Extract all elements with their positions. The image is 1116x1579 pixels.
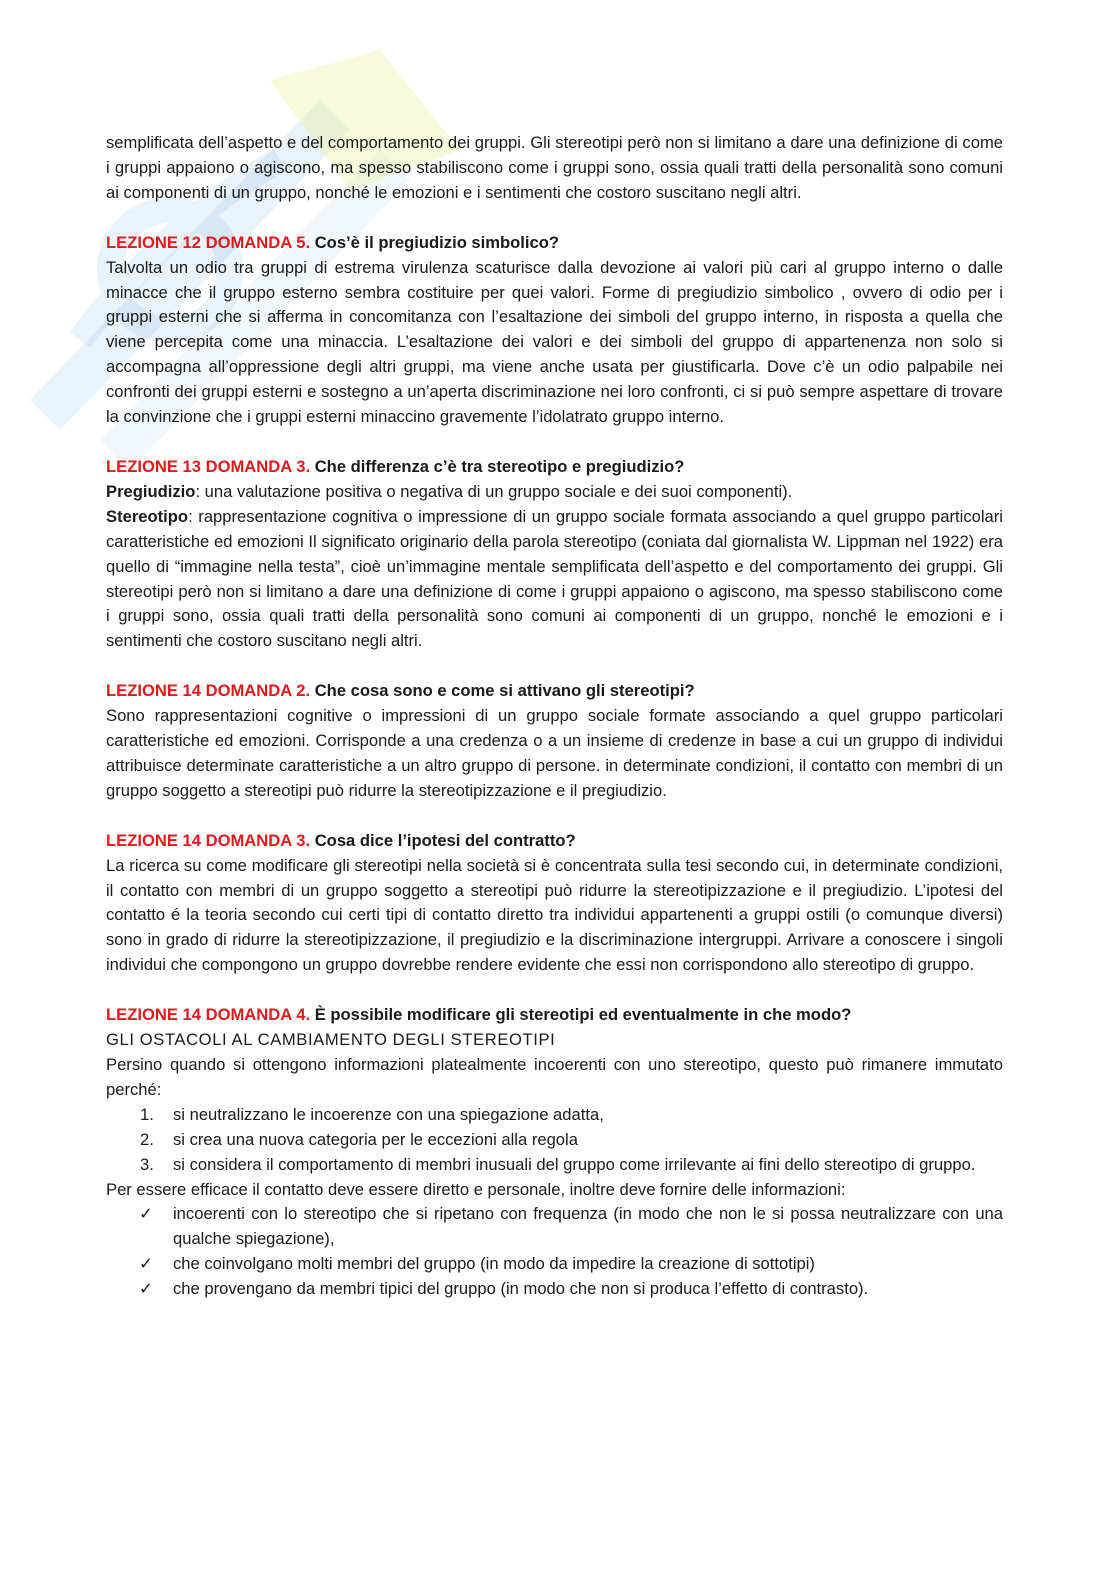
list-number: 1. [140,1104,154,1124]
question-heading [106,679,1003,704]
definition-text: : rappresentazione cognitiva o impressione di un gruppo sociale formata associando a quel gruppo particolari caratteristiche ed emozioni Il significato originario della parola stereotipo (coniata dal giornalista W. Lippman nel 1922) era quello di “immagine nella testa”, cioè un’immagine mentale semplificata dell’aspetto e del comportamento dei gruppi. Gli stereotipi però non si limitano a dare una definizione di come i gruppi appaiono o agiscono, ma spesso stabiliscono come i gruppi sono, ossia quali tratti della personalità sono comuni ai componenti di un gruppo, nonché le emozioni e i sentimenti che costoro suscitano negli altri. [106,506,1003,651]
list-item [106,1252,1003,1277]
list-item-text: si crea una nuova categoria per le eccezioni alla regola [173,1129,578,1149]
question-label: LEZIONE 14 DOMANDA 2. [106,681,311,701]
question-label: LEZIONE 14 DOMANDA 3. [106,830,311,850]
definition-text: : una valutazione positiva o negativa di un gruppo sociale e dei suoi componenti). [195,481,793,501]
list-item [106,1103,1003,1128]
question-text: Cosa dice l’ipotesi del contratto? [314,830,576,850]
question-block-3 [106,679,1003,804]
list-item [106,1153,1003,1178]
definition-prejudice [106,480,1003,505]
question-label: LEZIONE 13 DOMANDA 3. [106,456,311,476]
checkmark-icon: ✓ [139,1254,153,1274]
intro-continuation: semplificata dell’aspetto e del comportamento dei gruppi. Gli stereotipi però non si limitano a dare una definizione di come i gruppi appaiono o agiscono, ma spesso stabiliscono come i gruppi sono, ossia quali tratti della personalità sono comuni ai componenti di un gruppo, nonché le emozioni e i sentimenti che costoro suscitano negli altri. [106,133,1003,202]
definition-term: Stereotipo [106,506,189,526]
definition-stereotype [106,505,1003,654]
question-text: Che cosa sono e come si attivano gli stereotipi? [314,681,695,701]
question-heading [106,1003,1003,1028]
question-heading [106,231,1003,256]
list-number: 3. [140,1154,154,1174]
list-item-text: si considera il comportamento di membri inusuali del gruppo come irrilevante ai fini dello stereotipo di gruppo. [173,1154,976,1174]
list-item-text: che provengano da membri tipici del gruppo (in modo che non si produca l’effetto di contrasto). [173,1279,869,1299]
question-block-5 [106,1003,1003,1302]
conclusion-text: Per essere efficace il contatto deve essere diretto e personale, inoltre deve fornire delle informazioni: [106,1179,846,1199]
question-label: LEZIONE 14 DOMANDA 4. [106,1005,311,1025]
definition-term: Pregiudizio [106,481,196,501]
list-item [106,1277,1003,1302]
checkmark-icon: ✓ [139,1204,153,1224]
question-label: LEZIONE 12 DOMANDA 5. [106,232,311,252]
answer-text: La ricerca su come modificare gli stereotipi nella società si è concentrata sulla tesi secondo cui, in determinate condizioni, il contatto con membri di un gruppo soggetto a stereotipi può ridurre la stereotipizzazione e il pregiudizio. L’ipotesi del contatto é la teoria secondo cui certi tipi di contatto diretto tra individui appartenenti a gruppi ostili (o comunque diversi) sono in grado di ridurre la stereotipizzazione, il pregiudizio e la discriminazione intergruppi. Arrivare a conoscere i singoli individui che compongono un gruppo dovrebbe rendere evidente che essi non corrispondono allo stereotipo di gruppo. [106,855,1003,975]
checkmark-icon: ✓ [139,1279,153,1299]
answer-text: Talvolta un odio tra gruppi di estrema virulenza scaturisce dalla devozione ai valori più cari al gruppo interno o dalle minacce che il gruppo esterno sembra costituire per quei valori. Forme di pregiudizio simbolico , ovvero di odio per i gruppi esterni che si afferma in concomitanza con l’esaltazione dei simboli del gruppo interno, in risposta a quella che viene percepita come una minaccia. L’esaltazione dei valori e dei simboli del gruppo di appartenenza non solo si accompagna all’oppressione degli altri gruppi, ma viene anche usata per giustificarla. Dove c’è un odio palpabile nei confronti dei gruppi esterni e sostegno a un’aperta discriminazione nei loro confronti, ci si può sempre aspettare di trovare la convinzione che i gruppi esterni minaccino gravemente l’idolatrato gruppo interno. [106,257,1003,427]
list-number: 2. [140,1129,154,1149]
question-text: Che differenza c’è tra stereotipo e pregiudizio? [314,456,685,476]
question-block-4 [106,829,1003,978]
lead-text: Persino quando si ottengono informazioni platealmente incoerenti con uno stereotipo, questo può rimanere immutato perché: [106,1055,1003,1099]
list-item-text: incoerenti con lo stereotipo che si ripetano con frequenza (in modo che non le si possa neutralizzare con una qualche spiegazione), [173,1204,1003,1249]
list-item [106,1202,1003,1252]
checklist [106,1202,1003,1302]
numbered-list [106,1103,1003,1178]
question-block-2 [106,455,1003,654]
list-item [106,1128,1003,1153]
question-text: È possibile modificare gli stereotipi ed eventualmente in che modo? [314,1005,852,1025]
list-item-text: che coinvolgano molti membri del gruppo (in modo da impedire la creazione di sottotipi) [173,1254,815,1274]
question-heading [106,829,1003,854]
question-block-1 [106,231,1003,430]
answer-text: Sono rappresentazioni cognitive o impressioni di un gruppo sociale formate associando a quel gruppo particolari caratteristiche ed emozioni. Corrisponde a una credenza o a un insieme di credenze in base a cui un gruppo di individui attribuisce determinate caratteristiche a un altro gruppo di persone. in determinate condizioni, il contatto con membri di un gruppo soggetto a stereotipi può ridurre la stereotipizzazione e il pregiudizio. [106,706,1003,800]
list-item-text: si neutralizzano le incoerenze con una spiegazione adatta, [173,1104,604,1124]
document-page [106,131,1003,1302]
subheading: GLI OSTACOLI AL CAMBIAMENTO DEGLI STEREOTIPI [106,1030,556,1050]
question-heading [106,455,1003,480]
question-text: Cos’è il pregiudizio simbolico? [314,232,560,252]
